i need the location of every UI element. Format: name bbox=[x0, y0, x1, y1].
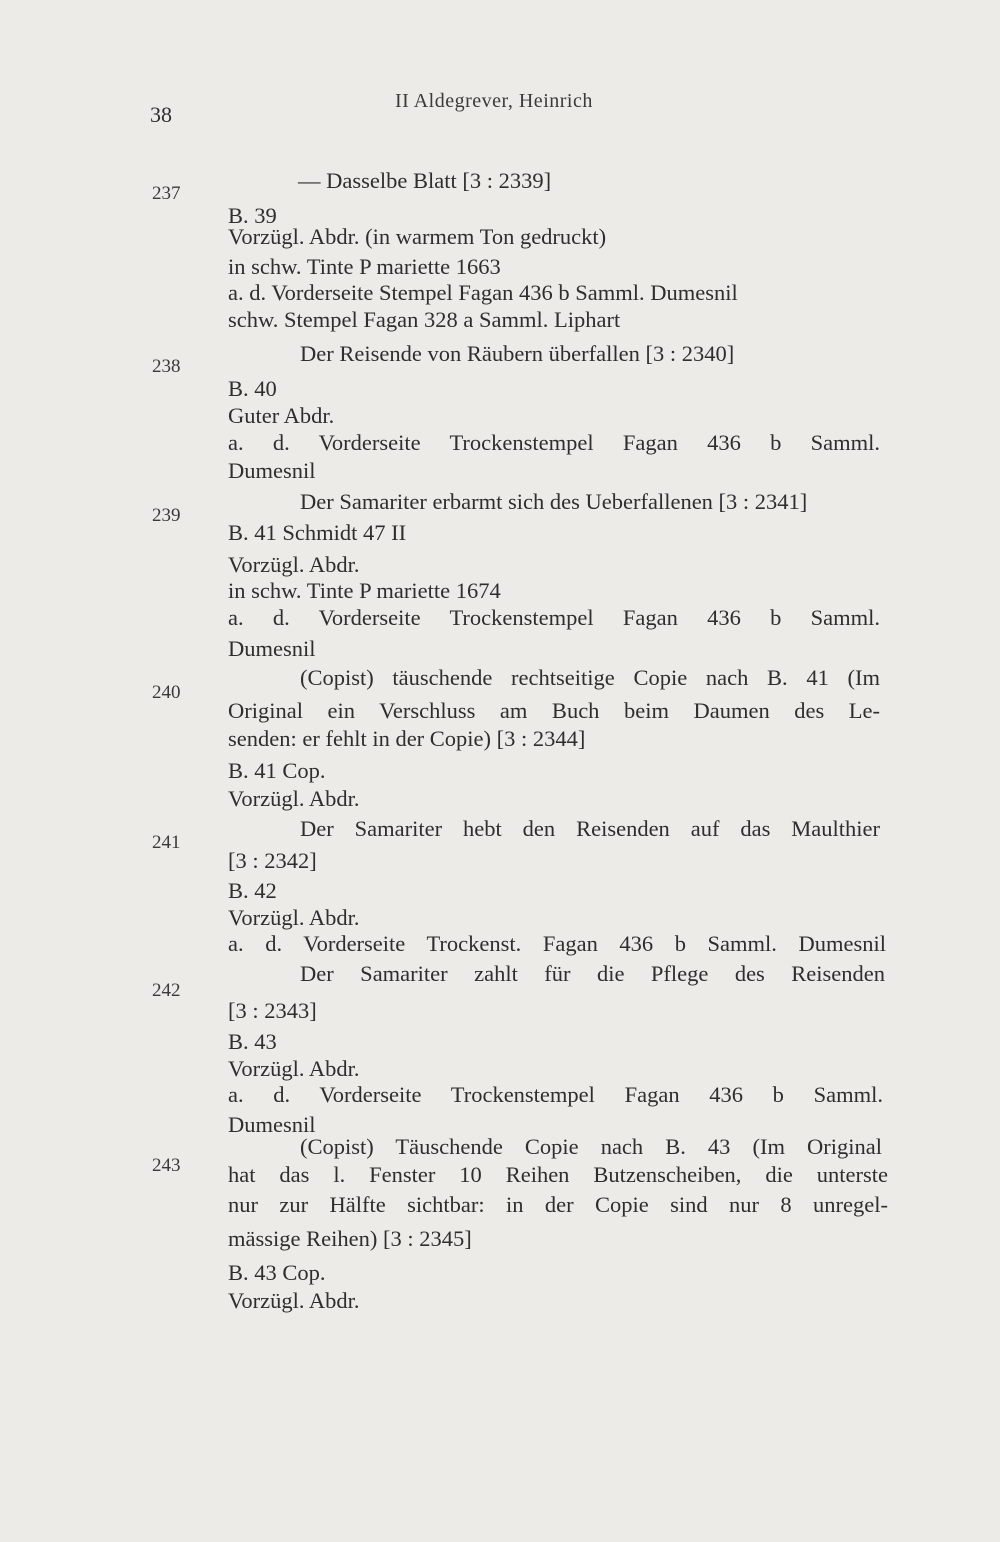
entry-line: B. 43 Cop. bbox=[228, 1260, 326, 1285]
entry-line: in schw. Tinte P mariette 1674 bbox=[228, 578, 501, 603]
entry-line: Der Samariter hebt den Reisenden auf das Maulthier bbox=[300, 816, 880, 841]
entry-line: B. 43 bbox=[228, 1029, 277, 1054]
entry-line: mässige Reihen) [3 : 2345] bbox=[228, 1226, 472, 1251]
entry-line: [3 : 2343] bbox=[228, 998, 317, 1023]
entry-line: Original ein Verschluss am Buch beim Daumen des Le- bbox=[228, 698, 880, 723]
entry-line: schw. Stempel Fagan 328 a Samml. Liphart bbox=[228, 307, 621, 332]
entry-number: 240 bbox=[152, 682, 181, 703]
entry-line: [3 : 2342] bbox=[228, 848, 317, 873]
entry-line: — Dasselbe Blatt [3 : 2339] bbox=[298, 168, 552, 193]
entry-line: Vorzügl. Abdr. bbox=[228, 1056, 360, 1081]
entry-line: Der Samariter erbarmt sich des Ueberfallenen [3 : 2341] bbox=[300, 489, 808, 514]
entry-line: B. 42 bbox=[228, 878, 277, 903]
entry-line: a. d. Vorderseite Trockenstempel Fagan 436 b Samml. bbox=[228, 605, 880, 630]
entry-line: a. d. Vorderseite Trockenstempel Fagan 436 b Samml. bbox=[228, 430, 880, 455]
entry-line: (Copist) täuschende rechtseitige Copie nach B. 41 (Im bbox=[300, 665, 880, 690]
entry-line: in schw. Tinte P mariette 1663 bbox=[228, 254, 501, 279]
entry-line: Guter Abdr. bbox=[228, 403, 335, 428]
entry-line: Dumesnil bbox=[228, 458, 316, 483]
entry-line: Vorzügl. Abdr. bbox=[228, 1288, 360, 1313]
entry-line: Vorzügl. Abdr. (in warmem Ton gedruckt) bbox=[228, 224, 607, 249]
entry-line: Der Reisende von Räubern überfallen [3 : 2340] bbox=[300, 341, 735, 366]
entry-line: Vorzügl. Abdr. bbox=[228, 905, 360, 930]
entry-line: senden: er fehlt in der Copie) [3 : 2344] bbox=[228, 726, 586, 751]
entry-number: 241 bbox=[152, 832, 181, 853]
entry-line: a. d. Vorderseite Trockenst. Fagan 436 b Samml. Dumesnil bbox=[228, 931, 886, 956]
entry-line: hat das l. Fenster 10 Reihen Butzenscheiben, die unterste bbox=[228, 1162, 888, 1187]
entry-line: B. 41 Schmidt 47 II bbox=[228, 520, 407, 545]
entry-number: 239 bbox=[152, 505, 181, 526]
page-number: 38 bbox=[150, 102, 172, 127]
entry-line: B. 40 bbox=[228, 376, 277, 401]
entry-line: Dumesnil bbox=[228, 636, 316, 661]
entry-line: (Copist) Täuschende Copie nach B. 43 (Im Original bbox=[300, 1134, 882, 1159]
entry-number: 242 bbox=[152, 980, 181, 1001]
entry-line: a. d. Vorderseite Stempel Fagan 436 b Samml. Dumesnil bbox=[228, 280, 738, 305]
entry-line: Dumesnil bbox=[228, 1112, 316, 1137]
entry-number: 237 bbox=[152, 183, 181, 204]
entry-line: a. d. Vorderseite Trockenstempel Fagan 436 b Samml. bbox=[228, 1082, 883, 1107]
entry-line: B. 39 bbox=[228, 203, 277, 228]
entry-line: Vorzügl. Abdr. bbox=[228, 552, 360, 577]
entry-line: B. 41 Cop. bbox=[228, 758, 326, 783]
entry-line: nur zur Hälfte sichtbar: in der Copie sind nur 8 unregel- bbox=[228, 1192, 888, 1217]
entry-number: 238 bbox=[152, 356, 181, 377]
entry-line: Vorzügl. Abdr. bbox=[228, 786, 360, 811]
running-title: II Aldegrever, Heinrich bbox=[395, 90, 593, 112]
entry-number: 243 bbox=[152, 1155, 181, 1176]
entry-line: Der Samariter zahlt für die Pflege des Reisenden bbox=[300, 961, 885, 986]
